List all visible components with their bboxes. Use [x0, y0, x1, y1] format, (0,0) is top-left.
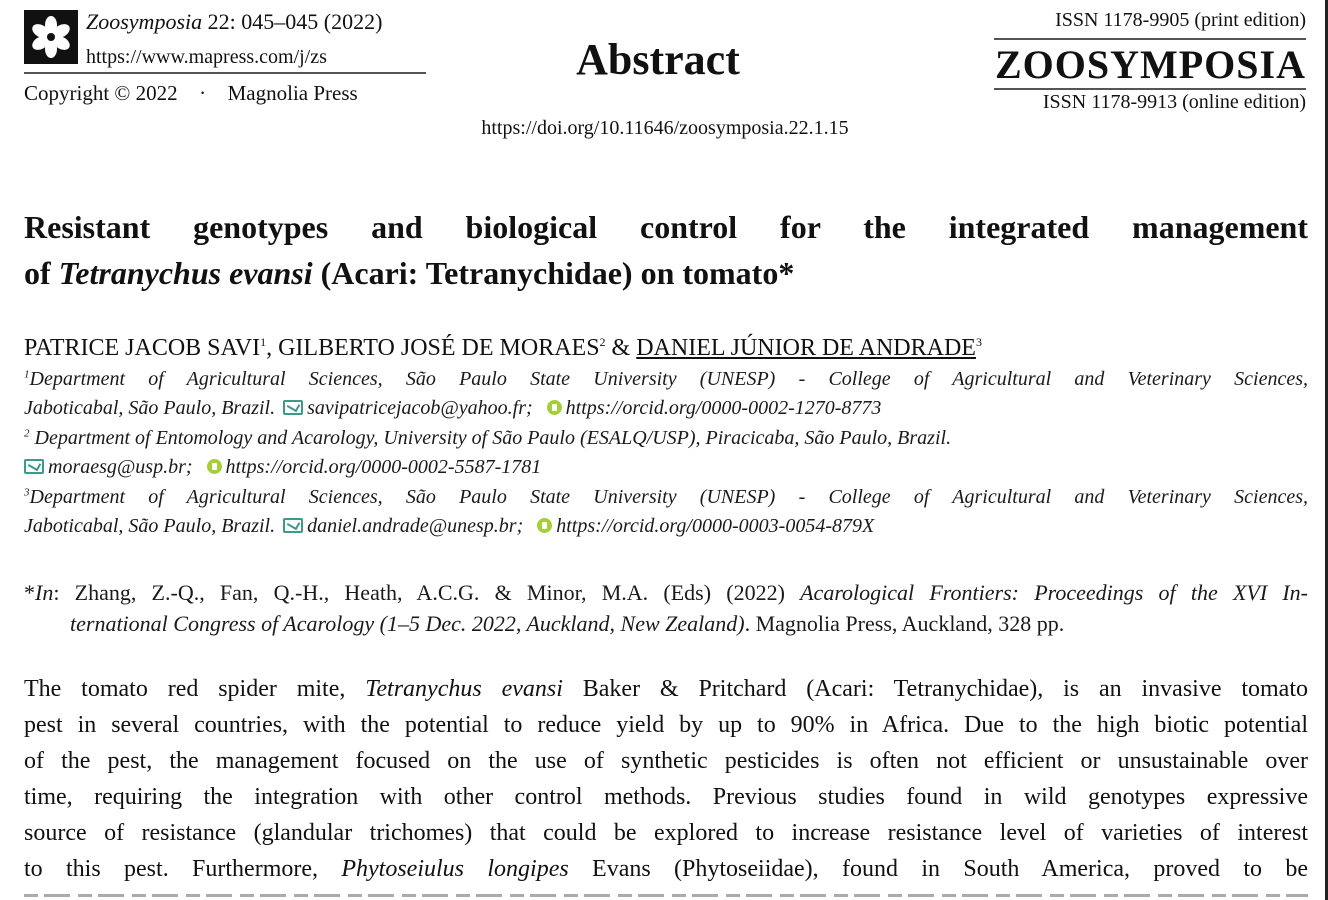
- abstract-line: pest in several countries, with the potential to reduce yield by up to 90% in Africa. Due to the high biotic potential: [24, 712, 1308, 738]
- journal-name: Zoosymposia: [86, 9, 203, 34]
- footnote-text: : Zhang, Z.-Q., Fan, Q.-H., Heath, A.C.G. & Minor, M.A. (Eds) (2022): [53, 580, 801, 605]
- abstract-text-run: Evans (Phytoseiidae), found in South America, proved to be: [568, 856, 1309, 882]
- proceedings-title: Acarological Frontiers: Proceedings of the XVI In-: [800, 580, 1309, 605]
- author-name: PATRICE JACOB SAVI: [24, 335, 261, 361]
- proceedings-title: ternational Congress of Acarology (1–5 Dec. 2022, Auckland, New Zealand): [70, 611, 745, 636]
- affiliation-marker: 2: [24, 427, 30, 440]
- species-name: Tetranychus evansi: [365, 676, 563, 702]
- abstract-text-run: The tomato red spider mite,: [24, 676, 366, 702]
- affiliation-text: Department of Agricultural Sciences, São Paulo State University (UNESP) - College of Agricultural and Veterinary Sciences,: [29, 368, 1308, 390]
- orcid-icon: [537, 518, 552, 533]
- abstract-text-run: Baker & Pritchard (Acari: Tetranychidae), is an invasive tomato: [562, 676, 1309, 702]
- affiliation-text: Jaboticabal, São Paulo, Brazil.: [24, 514, 276, 537]
- author-name: GILBERTO JOSÉ DE MORAES: [278, 335, 600, 361]
- affiliation-text: Jaboticabal, São Paulo, Brazil.: [24, 397, 276, 420]
- orcid-link[interactable]: https://orcid.org/0000-0003-0054-879X: [556, 514, 875, 537]
- affiliation-line: [24, 453, 1308, 482]
- orcid-link[interactable]: https://orcid.org/0000-0002-1270-8773: [565, 397, 882, 420]
- issn-online: ISSN 1178-9913 (online edition): [1042, 91, 1306, 113]
- abstract-line: of the pest, the management focused on the use of synthetic pesticides is often not efficient or unsustainable over: [24, 748, 1308, 774]
- abstract-text: [24, 671, 1308, 887]
- doi-link[interactable]: https://doi.org/10.11646/zoosymposia.22.1.15: [481, 117, 849, 139]
- footnote-line: [24, 577, 1308, 608]
- affiliations: [24, 365, 1308, 541]
- copyright-separator: ·: [199, 81, 207, 105]
- article-title: [24, 204, 1308, 296]
- title-species-name: Tetranychus evansi: [58, 255, 313, 291]
- affiliation-marker: 1: [24, 368, 30, 381]
- section-heading: Abstract: [576, 35, 740, 84]
- proceedings-footnote: [24, 577, 1308, 639]
- affiliation-marker: 3: [24, 485, 30, 498]
- publisher-name: Magnolia Press: [227, 81, 358, 105]
- title-line: Resistant genotypes and biological control for the integrated management: [24, 209, 1308, 245]
- title-text: (Acari: Tetranychidae) on tomato*: [312, 255, 795, 291]
- journal-header-right: [994, 6, 1306, 116]
- footnote-in-label: In: [35, 580, 54, 605]
- author-separator: ,: [266, 335, 279, 361]
- footnote-text: . Magnolia Press, Auckland, 328 pp.: [744, 611, 1065, 636]
- journal-citation: [86, 8, 382, 36]
- journal-volume-pages: 22: 045–045 (2022): [202, 9, 383, 34]
- email-link[interactable]: savipatricejacob@yahoo.fr;: [307, 397, 533, 420]
- header-divider: [24, 72, 426, 74]
- author-affiliation-marker: 2: [599, 335, 606, 349]
- copyright-line: [24, 80, 358, 106]
- email-icon: [283, 400, 303, 415]
- journal-header-left: [24, 6, 426, 106]
- author-affiliation-marker: 3: [975, 335, 982, 349]
- affiliation-line: [24, 512, 1308, 541]
- affiliation-line: [24, 365, 1308, 394]
- issn-print: ISSN 1178-9905 (print edition): [1055, 9, 1306, 31]
- orcid-link[interactable]: https://orcid.org/0000-0002-5587-1781: [225, 456, 542, 479]
- email-link[interactable]: daniel.andrade@unesp.br;: [307, 514, 524, 537]
- affiliation-text: Department of Agricultural Sciences, São Paulo State University (UNESP) - College of Agricultural and Veterinary Sciences,: [29, 485, 1308, 508]
- journal-url-link[interactable]: https://www.mapress.com/j/zs: [86, 46, 327, 68]
- author-affiliation-marker: 1: [260, 335, 267, 349]
- abstract-line: [24, 671, 1308, 707]
- email-link[interactable]: moraesg@usp.br;: [48, 456, 193, 479]
- orcid-icon: [547, 400, 562, 415]
- affiliation-line: [24, 424, 1308, 453]
- author-separator: &: [605, 335, 637, 361]
- abstract-text-run: to this pest. Furthermore,: [24, 856, 342, 882]
- affiliation-text: Department of Entomology and Acarology, University of São Paulo (ESALQ/USP), Piracicaba, São Paulo, Brazil.: [29, 426, 952, 449]
- abstract-line: time, requiring the integration with other control methods. Previous studies found in wild genotypes expressive: [24, 784, 1308, 810]
- title-line: [24, 250, 1308, 296]
- cut-off-text-line: [24, 891, 1308, 900]
- species-name: Phytoseiulus longipes: [341, 856, 569, 882]
- abstract-line: [24, 851, 1308, 887]
- journal-brand-logo: ZOOSYMPOSIA: [994, 42, 1306, 87]
- header-divider: [994, 38, 1306, 40]
- title-text: of: [24, 255, 59, 291]
- affiliation-line: [24, 394, 1308, 423]
- affiliation-line: [24, 483, 1308, 512]
- journal-logo-icon: [24, 10, 78, 64]
- email-icon: [24, 459, 44, 474]
- abstract-line: source of resistance (glandular trichomes) that could be explored to increase resistance level of varieties of interest: [24, 820, 1308, 846]
- footnote-line: [24, 608, 1308, 639]
- copyright-text: Copyright © 2022: [24, 81, 178, 105]
- author-list: [24, 333, 1308, 363]
- footnote-marker: *: [24, 580, 35, 605]
- orcid-icon: [207, 459, 222, 474]
- email-icon: [283, 518, 303, 533]
- corresponding-author-link[interactable]: DANIEL JÚNIOR DE ANDRADE: [636, 335, 976, 361]
